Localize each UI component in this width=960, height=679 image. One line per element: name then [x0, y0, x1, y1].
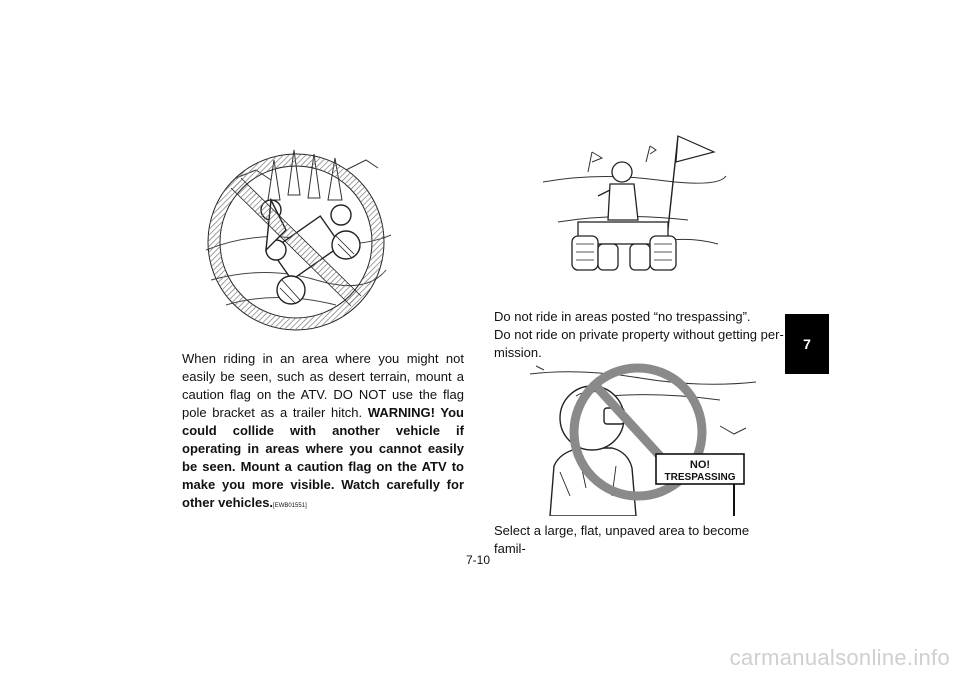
trespassing-instructions — [494, 308, 784, 362]
flag-instruction-text: When riding in an area where you might not easily be seen, such as desert terrain, mount a caution flag on the ATV. DO NOT use the flag pole bracket as a trailer hitch. — [182, 351, 464, 420]
prohibited-rough-terrain-illustration — [196, 140, 396, 340]
page-number: 7-10 — [466, 553, 491, 567]
site-watermark: carmanualsonline.info — [729, 645, 950, 670]
warning-code: [EWB01551] — [273, 503, 307, 509]
no-trespassing-line: Do not ride in areas posted “no trespassing”. — [494, 309, 751, 324]
private-property-line: Do not ride on private property without getting per-mission. — [494, 327, 784, 360]
chapter-tab: 7 — [785, 314, 829, 374]
atv-with-flag-illustration — [538, 132, 728, 292]
sign-text-trespassing: TRESPASSING — [664, 472, 736, 483]
atv-caution-flag-drawing — [538, 132, 728, 292]
warning-text: WARNING! You could collide with another vehicle if operating in areas where you cannot easily be seen. Mount a caution flag on the ATV to make you more visible. Watch carefully for other vehicles. — [182, 405, 465, 510]
sign-text-no: NO! — [689, 459, 711, 471]
flag-warning-paragraph — [182, 350, 464, 515]
no-trespassing-drawing — [520, 356, 760, 516]
prohibited-atv-drawing — [196, 140, 396, 340]
practice-area-line: Select a large, flat, unpaved area to become famil- — [494, 523, 750, 556]
no-trespassing-illustration — [520, 356, 760, 516]
